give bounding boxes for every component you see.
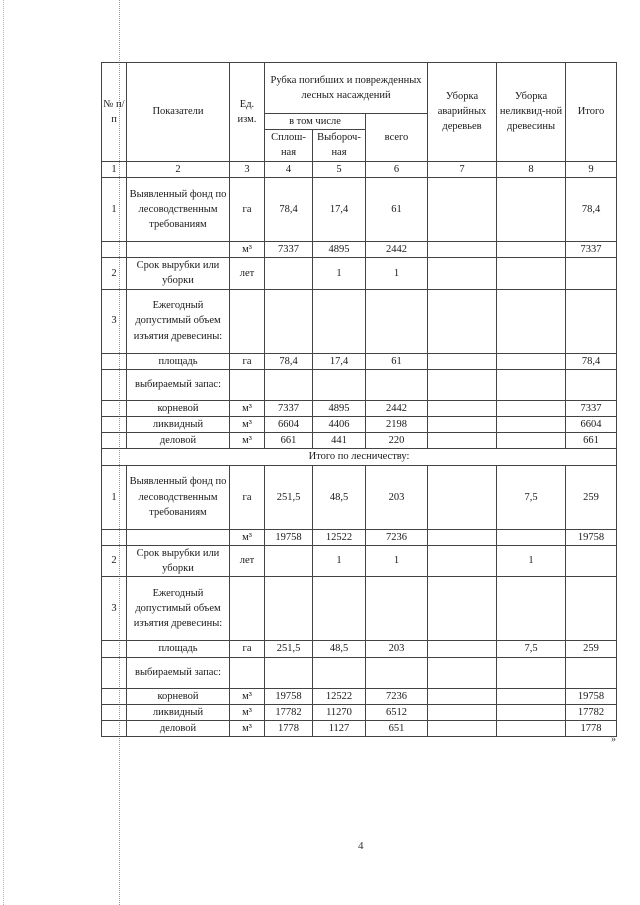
header-illiquid: Уборка неликвид-ной древесины [497, 63, 566, 162]
cell-clear: 17,4 [313, 177, 366, 241]
cell-emergency [428, 641, 497, 657]
unit-cell: м³ [230, 688, 265, 704]
header-num: № п/п [102, 63, 127, 162]
cell-illiquid [497, 688, 566, 704]
empty-cell [366, 289, 428, 353]
row-number [102, 400, 127, 416]
cell-selective: 220 [366, 433, 428, 449]
cell-total [265, 258, 313, 289]
cell-illiquid [497, 241, 566, 257]
cell-selective: 1 [366, 258, 428, 289]
cell-sum: 1778 [566, 720, 617, 736]
cell-clear: 1127 [313, 720, 366, 736]
cell-emergency [428, 688, 497, 704]
col-number: 8 [497, 161, 566, 177]
empty-cell [265, 657, 313, 688]
unit-cell: лет [230, 545, 265, 576]
cell-emergency [428, 353, 497, 369]
unit-cell: м³ [230, 433, 265, 449]
unit-cell: м³ [230, 416, 265, 432]
header-clear: Сплош-ная [265, 130, 313, 161]
row-number [102, 720, 127, 736]
row-number: 1 [102, 177, 127, 241]
cell-total: 19758 [265, 688, 313, 704]
empty-cell [428, 657, 497, 688]
cell-selective: 203 [366, 465, 428, 529]
cell-emergency [428, 258, 497, 289]
business-row [102, 433, 617, 449]
indicator-label: площадь [127, 353, 230, 369]
cell-total: 78,4 [265, 177, 313, 241]
indicator-label: площадь [127, 641, 230, 657]
indicator-label: деловой [127, 433, 230, 449]
term-row [102, 545, 617, 576]
indicator-label: Ежегодный допустимый объем изъятия древесины: [127, 289, 230, 353]
cell-sum: 259 [566, 641, 617, 657]
unit-cell: га [230, 177, 265, 241]
empty-cell [428, 577, 497, 641]
row-number [102, 353, 127, 369]
term-row [102, 258, 617, 289]
indicator-label [127, 241, 230, 257]
cell-illiquid [497, 720, 566, 736]
liquid-row [102, 704, 617, 720]
root-row [102, 400, 617, 416]
empty-cell [313, 657, 366, 688]
cell-selective: 2198 [366, 416, 428, 432]
cell-emergency [428, 177, 497, 241]
cell-total: 17782 [265, 704, 313, 720]
col-number: 7 [428, 161, 497, 177]
row-number [102, 241, 127, 257]
cell-selective: 6512 [366, 704, 428, 720]
cell-illiquid [497, 258, 566, 289]
empty-cell [265, 369, 313, 400]
indicator-label: Выявленный фонд по лесоводственным требованиям [127, 177, 230, 241]
indicator-label: Выявленный фонд по лесоводственным требованиям [127, 465, 230, 529]
cell-sum [566, 258, 617, 289]
row-number [102, 641, 127, 657]
cell-clear: 17,4 [313, 353, 366, 369]
fund-row [102, 465, 617, 529]
unit-cell: м³ [230, 529, 265, 545]
empty-cell [566, 289, 617, 353]
cell-illiquid [497, 704, 566, 720]
cell-clear: 4895 [313, 400, 366, 416]
cell-selective: 2442 [366, 241, 428, 257]
row-number: 3 [102, 577, 127, 641]
col-number: 4 [265, 161, 313, 177]
cell-clear: 12522 [313, 529, 366, 545]
header-emergency: Уборка аварийных деревьев [428, 63, 497, 162]
area-row [102, 641, 617, 657]
cell-sum: 78,4 [566, 353, 617, 369]
row-number [102, 704, 127, 720]
fund-volume-row [102, 529, 617, 545]
empty-cell [230, 657, 265, 688]
cell-emergency [428, 704, 497, 720]
unit-cell: м³ [230, 720, 265, 736]
empty-cell [428, 369, 497, 400]
header-total: всего [366, 114, 428, 162]
cell-total: 251,5 [265, 641, 313, 657]
cell-sum: 17782 [566, 704, 617, 720]
col-number: 2 [127, 161, 230, 177]
area-row [102, 353, 617, 369]
empty-cell [497, 577, 566, 641]
cell-sum: 259 [566, 465, 617, 529]
header-sum: Итого [566, 63, 617, 162]
row-number [102, 369, 127, 400]
cell-selective: 61 [366, 353, 428, 369]
stock-row [102, 657, 617, 688]
cell-emergency [428, 465, 497, 529]
row-number [102, 688, 127, 704]
cell-total: 19758 [265, 529, 313, 545]
col-number: 6 [366, 161, 428, 177]
empty-cell [230, 289, 265, 353]
cell-total [265, 545, 313, 576]
header-selective: Выбороч-ная [313, 130, 366, 161]
cell-total: 251,5 [265, 465, 313, 529]
empty-cell [566, 369, 617, 400]
header-cutting: Рубка погибших и поврежденных лесных насаждений [265, 63, 428, 114]
annual-volume-row [102, 289, 617, 353]
cell-total: 1778 [265, 720, 313, 736]
cell-selective: 1 [366, 545, 428, 576]
cell-selective: 651 [366, 720, 428, 736]
section-title-row [102, 449, 617, 465]
cell-selective: 61 [366, 177, 428, 241]
unit-cell: м³ [230, 241, 265, 257]
row-number [102, 529, 127, 545]
cell-illiquid: 1 [497, 545, 566, 576]
indicator-label [127, 529, 230, 545]
empty-cell [313, 289, 366, 353]
empty-cell [366, 657, 428, 688]
empty-cell [428, 289, 497, 353]
row-number [102, 657, 127, 688]
unit-cell: га [230, 641, 265, 657]
cell-emergency [428, 433, 497, 449]
page-number: 4 [358, 840, 364, 852]
indicator-label: выбираемый запас: [127, 369, 230, 400]
unit-cell: га [230, 465, 265, 529]
cell-total: 7337 [265, 241, 313, 257]
cell-illiquid [497, 433, 566, 449]
header-unit: Ед. изм. [230, 63, 265, 162]
cell-sum: 7337 [566, 241, 617, 257]
cell-sum: 7337 [566, 400, 617, 416]
cell-emergency [428, 416, 497, 432]
indicator-label: ликвидный [127, 704, 230, 720]
unit-cell: м³ [230, 704, 265, 720]
fund-volume-row [102, 241, 617, 257]
empty-cell [497, 369, 566, 400]
unit-cell: га [230, 353, 265, 369]
cell-illiquid [497, 400, 566, 416]
row-number [102, 433, 127, 449]
cell-total: 661 [265, 433, 313, 449]
cell-sum: 19758 [566, 688, 617, 704]
col-number: 3 [230, 161, 265, 177]
cell-emergency [428, 241, 497, 257]
empty-cell [230, 577, 265, 641]
cell-clear: 441 [313, 433, 366, 449]
root-row [102, 688, 617, 704]
stock-row [102, 369, 617, 400]
row-number [102, 416, 127, 432]
header-row-1 [102, 63, 617, 114]
empty-cell [265, 289, 313, 353]
cell-clear: 48,5 [313, 465, 366, 529]
cell-emergency [428, 529, 497, 545]
empty-cell [566, 577, 617, 641]
indicator-label: Срок вырубки или уборки [127, 258, 230, 289]
row-number: 2 [102, 258, 127, 289]
cell-clear: 12522 [313, 688, 366, 704]
business-row [102, 720, 617, 736]
indicator-label: ликвидный [127, 416, 230, 432]
cell-sum [566, 545, 617, 576]
col-number: 1 [102, 161, 127, 177]
empty-cell [366, 369, 428, 400]
cell-selective: 2442 [366, 400, 428, 416]
cell-emergency [428, 720, 497, 736]
indicator-label: Ежегодный допустимый объем изъятия древесины: [127, 577, 230, 641]
cell-clear: 11270 [313, 704, 366, 720]
cell-clear: 1 [313, 258, 366, 289]
empty-cell [497, 657, 566, 688]
cell-emergency [428, 400, 497, 416]
cell-illiquid [497, 529, 566, 545]
cutting-volume-table [101, 62, 617, 737]
cell-total: 6604 [265, 416, 313, 432]
header-indicator: Показатели [127, 63, 230, 162]
indicator-label: корневой [127, 400, 230, 416]
row-number: 1 [102, 465, 127, 529]
empty-cell [497, 289, 566, 353]
cell-illiquid: 7,5 [497, 465, 566, 529]
cell-illiquid [497, 416, 566, 432]
cell-selective: 7236 [366, 688, 428, 704]
cell-clear: 1 [313, 545, 366, 576]
column-number-row [102, 161, 617, 177]
closing-quote: » [611, 734, 616, 745]
section-title: Итого по лесничеству: [102, 449, 617, 465]
cell-emergency [428, 545, 497, 576]
cell-sum: 661 [566, 433, 617, 449]
cell-total: 7337 [265, 400, 313, 416]
empty-cell [566, 657, 617, 688]
unit-cell: лет [230, 258, 265, 289]
cell-illiquid [497, 353, 566, 369]
empty-cell [366, 577, 428, 641]
indicator-label: выбираемый запас: [127, 657, 230, 688]
empty-cell [313, 369, 366, 400]
col-number: 9 [566, 161, 617, 177]
cell-total: 78,4 [265, 353, 313, 369]
cell-illiquid [497, 177, 566, 241]
cell-sum: 78,4 [566, 177, 617, 241]
annual-volume-row [102, 577, 617, 641]
cell-selective: 7236 [366, 529, 428, 545]
header-including: в том числе [265, 114, 366, 130]
binding-margin-left [3, 0, 4, 905]
cell-sum: 19758 [566, 529, 617, 545]
empty-cell [230, 369, 265, 400]
cell-illiquid: 7,5 [497, 641, 566, 657]
empty-cell [265, 577, 313, 641]
cell-clear: 48,5 [313, 641, 366, 657]
row-number: 2 [102, 545, 127, 576]
row-number: 3 [102, 289, 127, 353]
liquid-row [102, 416, 617, 432]
cell-clear: 4895 [313, 241, 366, 257]
fund-row [102, 177, 617, 241]
empty-cell [313, 577, 366, 641]
col-number: 5 [313, 161, 366, 177]
indicator-label: Срок вырубки или уборки [127, 545, 230, 576]
cell-clear: 4406 [313, 416, 366, 432]
indicator-label: деловой [127, 720, 230, 736]
cell-selective: 203 [366, 641, 428, 657]
unit-cell: м³ [230, 400, 265, 416]
cell-sum: 6604 [566, 416, 617, 432]
indicator-label: корневой [127, 688, 230, 704]
